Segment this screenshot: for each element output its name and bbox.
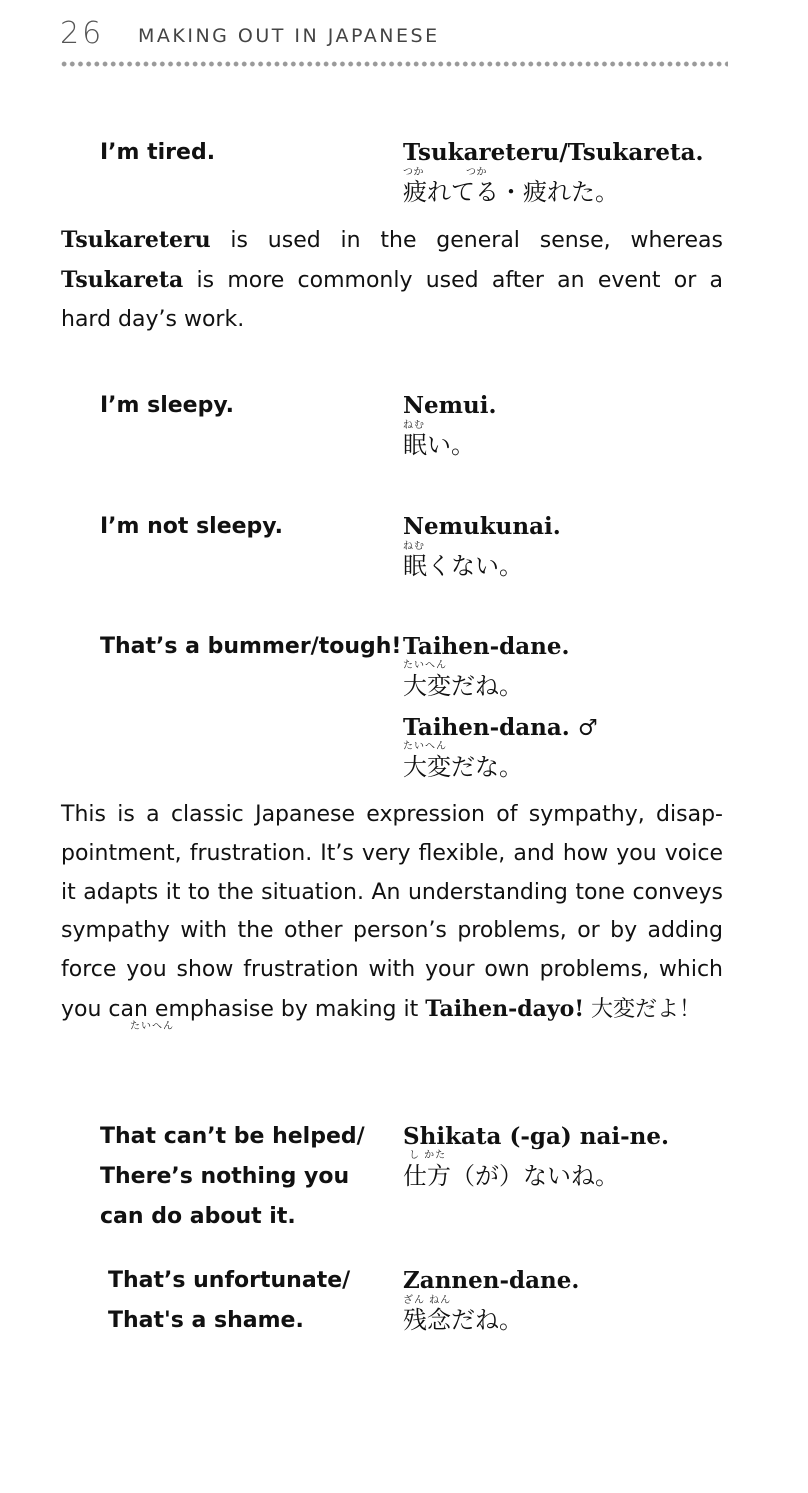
entry-romaji-not-sleepy: Nemukunai.	[403, 513, 561, 540]
entry-english-unfortunate-1: That’s unfortunate/	[108, 1268, 351, 1293]
entry-japanese-tired: 疲れてる・疲れた。	[403, 178, 619, 206]
bold-term: Tsukareteru	[61, 227, 211, 253]
entry-japanese-bummer: 大変だね。	[403, 672, 523, 700]
entry-japanese-not-sleepy: 眠くない。	[403, 552, 523, 580]
entry-english-sleepy: I’m sleepy.	[100, 393, 235, 418]
entry-romaji-zannen: Zannen-dane.	[403, 1267, 580, 1294]
entry-english-cant-be-helped-1: That can’t be helped/	[100, 1124, 365, 1149]
entry-japanese-zannen: 残念だね。	[403, 1306, 523, 1334]
entry-english-unfortunate-2: That's a shame.	[108, 1308, 304, 1333]
entry-romaji-tired: Tsukareteru/Tsukareta.	[403, 139, 704, 166]
male-symbol-icon: ♂	[577, 716, 598, 741]
entry-furigana-shikata: し かた	[409, 1150, 447, 1161]
inline-japanese: 大変だよ！	[590, 996, 701, 1022]
paragraph-tsukareteru	[61, 221, 723, 339]
inline-furigana-taihen: たいへん	[130, 1021, 174, 1032]
entry-english-bummer: That’s a bummer/tough!	[100, 634, 402, 659]
entry-japanese-shikata: 仕方（が）ないね。	[403, 1162, 619, 1190]
paragraph-taihen	[61, 796, 723, 1030]
entry-english-cant-be-helped-2: There’s nothing you	[100, 1164, 350, 1189]
entry-furigana-zannen: ざん ねん	[403, 1295, 452, 1306]
entry-furigana-not-sleepy: ねむ	[403, 541, 425, 552]
paragraph-text: This is a classic Japanese expression of sympathy, disappointment, frustration. It’s very flexible, and how you voice it adapts it to the situation. An understanding tone conveys sympathy with the other person’s problems, or by adding force you show frustration with your own problems, which you can emphasise by making it	[61, 802, 723, 1022]
entry-romaji-bummer-male	[403, 713, 598, 744]
entry-japanese-bummer-male: 大変だな。	[403, 753, 523, 781]
entry-japanese-sleepy: 眠い。	[403, 431, 475, 459]
entry-furigana-bummer: たいへん	[403, 660, 447, 671]
entry-romaji-sleepy: Nemui.	[403, 392, 497, 419]
page-number: 26	[60, 16, 105, 51]
entry-english-not-sleepy: I’m not sleepy.	[100, 514, 283, 539]
entry-english-cant-be-helped-3: can do about it.	[100, 1204, 296, 1229]
dotted-divider	[60, 60, 728, 68]
entry-furigana-tired: つか つか	[403, 167, 487, 178]
bold-term: Tsukareta	[61, 266, 184, 293]
entry-romaji-shikata: Shikata (-ga) nai-ne.	[403, 1123, 670, 1150]
entry-furigana-sleepy: ねむ	[403, 420, 425, 431]
romaji-text: Taihen-dana.	[403, 714, 570, 741]
bold-term: Taihen-dayo!	[425, 995, 584, 1022]
running-title: MAKING OUT IN JAPANESE	[138, 25, 440, 47]
entry-romaji-bummer: Taihen-dane.	[403, 633, 570, 660]
entry-furigana-bummer-male: たいへん	[403, 741, 447, 752]
paragraph-text: is more commonly used after an event or a hard day’s work.	[61, 267, 723, 332]
entry-english-tired: I’m tired.	[100, 140, 216, 165]
paragraph-text: is used in the general sense, whereas	[210, 228, 723, 253]
